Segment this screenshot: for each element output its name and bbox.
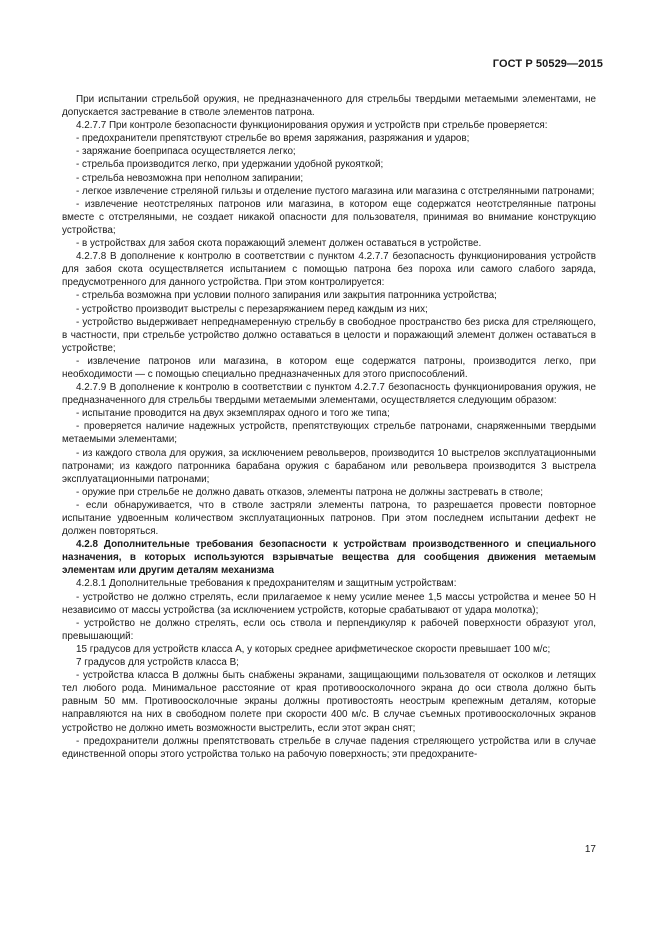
paragraph: - стрельба невозможна при неполном запирании;	[76, 172, 304, 184]
paragraph: - устройство не должно стрелять, если прилагаемое к нему усилие менее 1,5 массы устройства и менее 50 Н независимо от массы устройства (за исключением устройств, которые срабатывают от удара молотка);	[62, 591, 596, 616]
document-header: ГОСТ Р 50529—2015	[492, 58, 603, 70]
paragraph: - устройства класса В должны быть снабжены экранами, защищающими пользователя от осколков и летящих тел любого рода. Минимальное расстояние от края противоосколочного экрана до оси ствола должно быть равным 50 мм. Противоосколочные экраны должны противостоять неострым крепежным деталям, которые направляются на них в свободном полете при скорости 400 м/с. В случае съемных противоосколочных экранов устройство не должно иметь возможности выстрелить, если этот экран снят;	[62, 670, 596, 734]
paragraph: 4.2.8.1 Дополнительные требования к предохранителям и защитным устройствам:	[76, 578, 457, 590]
paragraph: - из каждого ствола для оружия, за исключением револьверов, производится 10 выстрелов эксплуатационными патронами; из каждого патронника барабана оружия с барабаном или револьвера производится 3 выстрела эксплуатационными патронами;	[62, 447, 596, 485]
paragraph: - стрельба производится легко, при удержании удобной рукояткой;	[76, 159, 384, 171]
paragraph: - в устройствах для забоя скота поражающий элемент должен оставаться в устройстве.	[76, 238, 482, 250]
page-number: 17	[584, 844, 596, 855]
paragraph: 4.2.7.9 В дополнение к контролю в соответствии с пунктом 4.2.7.7 безопасность функционирования оружия, не предназначенного для стрельбы твердыми метаемыми элементами, осуществляется следующим образом:	[62, 382, 596, 407]
paragraph: 7 градусов для устройств класса В;	[76, 657, 239, 669]
paragraph: При испытании стрельбой оружия, не предназначенного для стрельбы твердыми метаемыми элементами, не допускается застревание в стволе элементов патрона.	[62, 94, 596, 119]
paragraph: 4.2.7.7 При контроле безопасности функционирования оружия и устройств при стрельбе проверяется:	[76, 120, 548, 132]
paragraph: - проверяется наличие надежных устройств, препятствующих стрельбе патронами, снаряженными твердыми метаемыми элементами;	[62, 421, 596, 446]
paragraph: - устройство не должно стрелять, если ось ствола и перпендикуляр к рабочей поверхности образуют угол, превышающий:	[62, 617, 596, 642]
paragraph: - предохранители препятствуют стрельбе во время заряжания, разряжания и ударов;	[76, 133, 470, 145]
paragraph: - легкое извлечение стреляной гильзы и отделение пустого магазина или магазина с отстрелянными патронами;	[76, 185, 595, 197]
document-body	[62, 93, 596, 761]
paragraph: - оружие при стрельбе не должно давать отказов, элементы патрона не должны застревать в стволе;	[76, 486, 543, 498]
paragraph: - извлечение неотстреляных патронов или магазина, в котором еще содержатся неотстрелянные патроны вместе с отстреляными, не создает никакой опасности для пользователя, принимая во внимание конструкцию устройства;	[62, 198, 596, 236]
paragraph: - стрельба возможна при условии полного запирания или закрытия патронника устройства;	[76, 290, 497, 302]
paragraph: - испытание проводится на двух экземплярах одного и того же типа;	[76, 408, 390, 420]
paragraph: - заряжание боеприпаса осуществляется легко;	[76, 146, 296, 158]
paragraph: 4.2.7.8 В дополнение к контролю в соответствии с пунктом 4.2.7.7 безопасность функционирования устройств для забоя скота осуществляется испытанием с помощью патрона без пороха или самого слабого заряда, предусмотренного для данного устройства. При этом контролируется:	[62, 251, 596, 289]
paragraph: - извлечение патронов или магазина, в котором еще содержатся патроны, производится легко, при необходимости — с помощью специально предназначенных для этого приспособлений.	[62, 355, 596, 380]
paragraph: 4.2.8 Дополнительные требования безопасности к устройствам производственного и специального назначения, в которых используются взрывчатые вещества для сообщения движения метаемым элементам или другим деталям механизма	[62, 539, 596, 577]
paragraph: - устройство выдерживает непреднамеренную стрельбу в свободное пространство без риска для стреляющего, в частности, при стрельбе устройство должно оставаться в целости и поражающий элемент должен оставаться в устройстве;	[62, 316, 596, 354]
paragraph: - если обнаруживается, что в стволе застряли элементы патрона, то разрешается провести повторное испытание удвоенным количеством эксплуатационных патронов. При этом последнем испытании дефект не должен повторяться.	[62, 499, 596, 538]
paragraph: - устройство производит выстрелы с перезаряжанием перед каждым из них;	[76, 303, 428, 315]
paragraph: - предохранители должны препятствовать стрельбе в случае падения стреляющего устройства или в случае единственной опоры этого устройства только на рабочую поверхность; эти предохраните-	[62, 735, 596, 760]
paragraph: 15 градусов для устройств класса А, у которых среднее арифметическое скорости превышает 100 м/с;	[76, 643, 551, 655]
